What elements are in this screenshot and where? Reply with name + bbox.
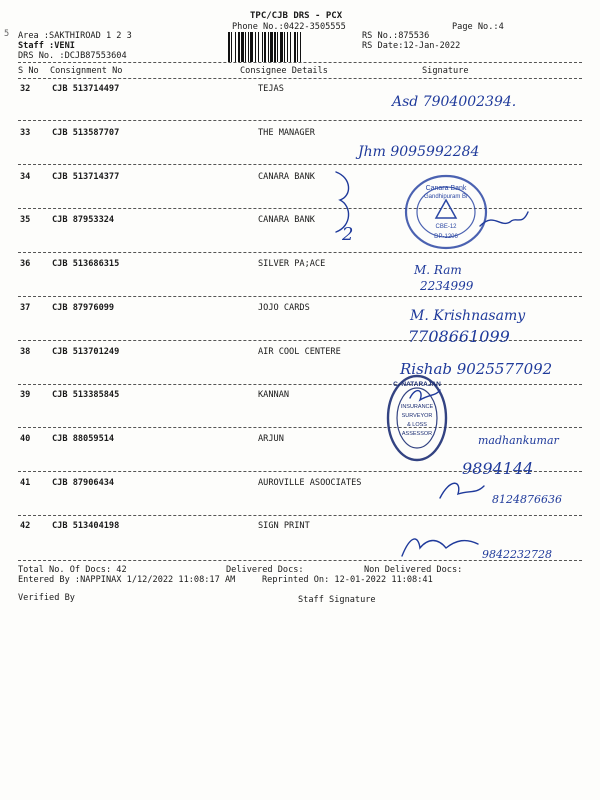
signature-row32: Asd 7904002394. (392, 94, 517, 110)
barcode-bar (255, 32, 256, 62)
row-consignee: THE MANAGER (258, 128, 315, 138)
row-divider (18, 296, 582, 297)
header-divider (18, 62, 582, 63)
barcode-bar (280, 32, 283, 62)
insurance-stamp (385, 372, 449, 464)
barcode-bar (284, 32, 285, 62)
row-consignee: CANARA BANK (258, 172, 315, 182)
barcode-bar (297, 32, 298, 62)
row-consignment: CJB 88059514 (52, 434, 115, 444)
row-consignee: JOJO CARDS (258, 303, 310, 313)
barcode-bar (300, 32, 301, 62)
staff-label: Staff :VENI (18, 41, 75, 51)
row-consignee: SIGN PRINT (258, 521, 310, 531)
signature-row36-phone: 2234999 (420, 279, 474, 293)
barcode-bar (235, 32, 236, 62)
row-consignee: KANNAN (258, 390, 290, 400)
row-consignment: CJB 87906434 (52, 478, 115, 488)
row-divider (18, 471, 582, 472)
row-consignment: CJB 87976099 (52, 303, 115, 313)
insurance-stamp-line: ASSESSOR (401, 431, 433, 437)
barcode-bar (245, 32, 246, 62)
barcode-bar (277, 32, 278, 62)
signature-row42: 9842232728 (482, 548, 552, 561)
row-consignment: CJB 513701249 (52, 347, 120, 357)
signature-row37-name: M. Krishnasamy (410, 308, 526, 324)
barcode-bar (248, 32, 249, 62)
barcode-bar (231, 32, 232, 62)
staff-signature-label: Staff Signature (298, 595, 376, 605)
barcode-bar (274, 32, 276, 62)
signature-row41-scribble (440, 483, 484, 498)
signature-row40-name: madhankumar (478, 434, 559, 447)
signature-row38: Rishab 9025577092 (400, 360, 553, 378)
row-divider (18, 384, 582, 385)
insurance-stamp-line: C. NATARAJAN (393, 381, 441, 388)
insurance-stamp-line: & LOSS (407, 422, 427, 428)
barcode-bar (264, 32, 266, 62)
col-consignee: Consignee Details (240, 66, 328, 76)
barcode-bar (258, 32, 259, 62)
page-number: Page No.:4 (452, 22, 504, 32)
signature-row42-scribble (402, 539, 478, 556)
row-sno: 39 (20, 390, 31, 400)
sheet-title: TPC/CJB DRS - PCX (250, 11, 343, 21)
row-divider (18, 252, 582, 253)
row-consignee: AIR COOL CENTERE (258, 347, 341, 357)
row-divider (18, 120, 582, 121)
row-sno: 35 (20, 215, 31, 225)
row-sno: 32 (20, 84, 31, 94)
row-sno: 33 (20, 128, 31, 138)
row-consignment: CJB 513404198 (52, 521, 120, 531)
row-divider (18, 164, 582, 165)
column-divider (18, 78, 582, 79)
signature-row37-phone: 7708661099 (408, 327, 510, 346)
bank-stamp-line: DP-1206 (434, 234, 458, 240)
row-consignment: CJB 87953324 (52, 215, 115, 225)
drs-number: DRS No. :DCJB87553604 (18, 51, 127, 61)
barcode-bar (294, 32, 296, 62)
row-consignment: CJB 513385845 (52, 390, 120, 400)
rs-date: RS Date:12-Jan-2022 (362, 41, 461, 51)
row-consignee: CANARA BANK (258, 215, 315, 225)
row-divider (18, 515, 582, 516)
row-consignee: AUROVILLE ASOOCIATES (258, 478, 362, 488)
bank-stamp-line: Gandhipuram Br (423, 194, 469, 200)
margin-mark: 5 (4, 29, 10, 39)
row-divider (18, 427, 582, 428)
bracket-mark (336, 172, 349, 232)
non-delivered-docs: Non Delivered Docs: (364, 565, 463, 575)
col-consignment: Consignment No (50, 66, 123, 76)
bank-stamp-line: CBE-12 (435, 224, 457, 230)
row-consignee: ARJUN (258, 434, 284, 444)
barcode-bar (268, 32, 269, 62)
reprinted-on: Reprinted On: 12-01-2022 11:08:41 (262, 575, 433, 585)
table-end-divider (18, 560, 582, 561)
barcode (228, 32, 354, 62)
row-consignment: CJB 513714377 (52, 172, 120, 182)
entered-by: Entered By :NAPPINAX 1/12/2022 11:08:17 AM (18, 575, 236, 585)
phone-number: Phone No.:0422-3505555 (232, 22, 346, 32)
row-sno: 34 (20, 172, 31, 182)
row-sno: 36 (20, 259, 31, 269)
area-label: Area :SAKTHIROAD 1 2 3 (18, 31, 132, 41)
row-divider (18, 208, 582, 209)
col-signature: Signature (422, 66, 469, 76)
insurance-stamp-line: SURVEYOR (401, 413, 433, 419)
barcode-bar (270, 32, 273, 62)
col-sno: S No (18, 66, 39, 76)
signature-row35-mark: 2 (342, 224, 354, 245)
signature-row40-phone: 9894144 (462, 459, 534, 478)
barcode-bar (287, 32, 288, 62)
total-docs: Total No. Of Docs: 42 (18, 565, 127, 575)
verified-by: Verified By (18, 593, 75, 603)
row-sno: 41 (20, 478, 31, 488)
rs-number: RS No.:875536 (362, 31, 430, 41)
bank-stamp-line: Canara Bank (425, 185, 467, 192)
signature-row33: Jhm 9095992284 (358, 144, 480, 160)
barcode-bar (228, 32, 230, 62)
row-sno: 42 (20, 521, 31, 531)
barcode-bar (250, 32, 253, 62)
row-sno: 40 (20, 434, 31, 444)
row-consignment: CJB 513714497 (52, 84, 120, 94)
barcode-bar (238, 32, 240, 62)
barcode-bar (262, 32, 263, 62)
row-sno: 38 (20, 347, 31, 357)
row-sno: 37 (20, 303, 31, 313)
signature-row36-name: M. Ram (414, 263, 462, 277)
insurance-stamp-line: INSURANCE (400, 404, 434, 410)
barcode-bar (241, 32, 244, 62)
signature-row41: 8124876636 (492, 493, 562, 506)
bank-stamp (400, 170, 494, 254)
row-consignee: SILVER PA;ACE (258, 259, 326, 269)
row-consignee: TEJAS (258, 84, 284, 94)
row-divider (18, 340, 582, 341)
barcode-bar (290, 32, 291, 62)
delivered-docs: Delivered Docs: (226, 565, 304, 575)
row-consignment: CJB 513587707 (52, 128, 120, 138)
row-consignment: CJB 513686315 (52, 259, 120, 269)
